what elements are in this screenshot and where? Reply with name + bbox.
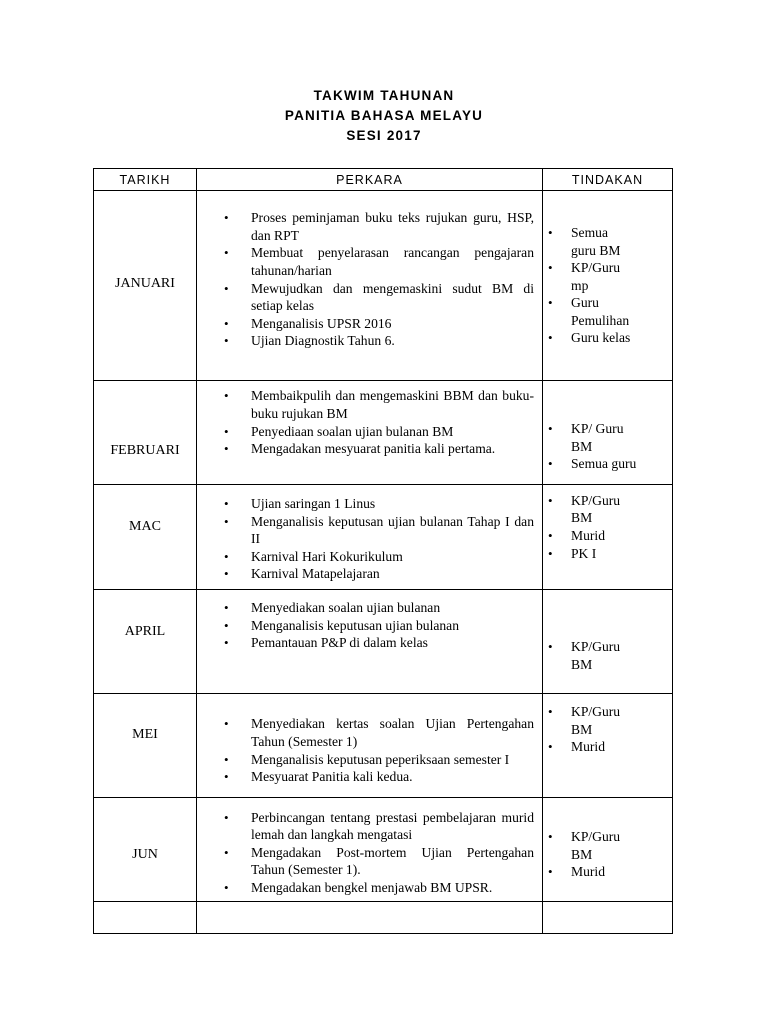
list-item: • Karnival Hari Kokurikulum	[251, 548, 534, 566]
month-label: APRIL	[124, 623, 166, 639]
column-header-tindakan: TINDAKAN	[543, 169, 673, 191]
perkara-cell	[197, 798, 543, 902]
tindakan-list	[571, 420, 637, 473]
calendar-table	[93, 168, 673, 934]
perkara-cell	[197, 485, 543, 590]
month-label: MEI	[132, 726, 158, 742]
list-item: • KP/Guru BM	[571, 492, 633, 527]
tindakan-cell	[543, 485, 673, 590]
perkara-cell	[197, 590, 543, 694]
table-row	[94, 798, 673, 902]
list-item: • Menganalisis UPSR 2016	[251, 315, 534, 333]
list-item: • KP/Guru BM	[571, 828, 633, 863]
empty-cell	[197, 902, 543, 934]
tindakan-cell	[543, 191, 673, 381]
tindakan-cell	[543, 694, 673, 798]
table-row	[94, 191, 673, 381]
column-header-tarikh: TARIKH	[94, 169, 197, 191]
table-header-row	[94, 169, 673, 191]
empty-cell	[94, 902, 197, 934]
month-label: JUN	[132, 846, 158, 862]
tindakan-cell	[543, 590, 673, 694]
list-item: • Mengadakan bengkel menjawab BM UPSR.	[251, 879, 534, 897]
list-item: • Penyediaan soalan ujian bulanan BM	[251, 423, 534, 441]
list-item: • KP/Guru mp	[571, 259, 633, 294]
list-item: • Murid	[571, 738, 633, 756]
list-item: • Menyediakan soalan ujian bulanan	[251, 599, 534, 617]
tindakan-list	[571, 224, 633, 347]
table-row	[94, 590, 673, 694]
list-item: • Pemantauan P&P di dalam kelas	[251, 634, 534, 652]
empty-cell	[543, 902, 673, 934]
list-item: • Membaikpulih dan mengemaskini BBM dan buku-buku rujukan BM	[251, 387, 534, 422]
list-item: • Perbincangan tentang prestasi pembelajaran murid lemah dan langkah mengatasi	[251, 809, 534, 844]
table-row	[94, 694, 673, 798]
list-item: • PK I	[571, 545, 633, 563]
perkara-list	[251, 809, 534, 897]
table-row	[94, 485, 673, 590]
list-item: • Mesyuarat Panitia kali kedua.	[251, 768, 534, 786]
list-item: • Menganalisis keputusan ujian bulanan Tahap I dan II	[251, 513, 534, 548]
list-item: • Murid	[571, 863, 633, 881]
tindakan-list	[571, 703, 633, 756]
perkara-cell	[197, 381, 543, 485]
table-row-empty	[94, 902, 673, 934]
list-item: • Mengadakan Post-mortem Ujian Pertengahan Tahun (Semester 1).	[251, 844, 534, 879]
header-session: SESI 2017	[346, 128, 422, 143]
table-row	[94, 381, 673, 485]
list-item: • Mewujudkan dan mengemaskini sudut BM di setiap kelas	[251, 280, 534, 315]
month-cell	[94, 191, 197, 381]
tindakan-list	[571, 828, 633, 881]
tindakan-list	[571, 638, 633, 673]
tindakan-list	[571, 492, 633, 562]
perkara-list	[251, 715, 534, 785]
list-item: • Membuat penyelarasan rancangan pengajaran tahunan/harian	[251, 244, 534, 279]
tindakan-cell	[543, 381, 673, 485]
tindakan-cell	[543, 798, 673, 902]
list-item: • Semua guru	[571, 455, 637, 473]
list-item: • Guru Pemulihan	[571, 294, 643, 329]
list-item: • KP/Guru BM	[571, 703, 633, 738]
list-item: • Mengadakan mesyuarat panitia kali pertama.	[251, 440, 534, 458]
perkara-list	[251, 599, 534, 652]
list-item: • Proses peminjaman buku teks rujukan guru, HSP, dan RPT	[251, 209, 534, 244]
perkara-list	[251, 495, 534, 583]
month-cell	[94, 590, 197, 694]
month-label: MAC	[129, 519, 161, 534]
list-item: • KP/Guru BM	[571, 638, 633, 673]
list-item: • Ujian Diagnostik Tahun 6.	[251, 332, 534, 350]
list-item: • Ujian saringan 1 Linus	[251, 495, 534, 513]
list-item: • KP/ Guru BM	[571, 420, 637, 455]
list-item: • Karnival Matapelajaran	[251, 565, 534, 583]
perkara-list	[251, 209, 534, 350]
perkara-cell	[197, 694, 543, 798]
perkara-list	[251, 387, 534, 457]
month-cell	[94, 694, 197, 798]
list-item: • Menganalisis keputusan ujian bulanan	[251, 617, 534, 635]
list-item: • Murid	[571, 527, 633, 545]
header-title: TAKWIM TAHUNAN	[313, 88, 455, 103]
list-item: • Menganalisis keputusan peperiksaan semester I	[251, 751, 534, 769]
list-item: • Guru kelas	[571, 329, 633, 347]
month-cell	[94, 485, 197, 590]
month-cell	[94, 798, 197, 902]
header-subtitle: PANITIA BAHASA MELAYU	[284, 108, 484, 123]
list-item: • Menyediakan kertas soalan Ujian Pertengahan Tahun (Semester 1)	[251, 715, 534, 750]
document-header	[0, 86, 768, 146]
perkara-cell	[197, 191, 543, 381]
month-label: FEBRUARI	[110, 442, 180, 458]
list-item: • Semua guru BM	[571, 224, 633, 259]
month-cell	[94, 381, 197, 485]
column-header-perkara: PERKARA	[197, 169, 543, 191]
month-label: JANUARI	[115, 275, 175, 291]
